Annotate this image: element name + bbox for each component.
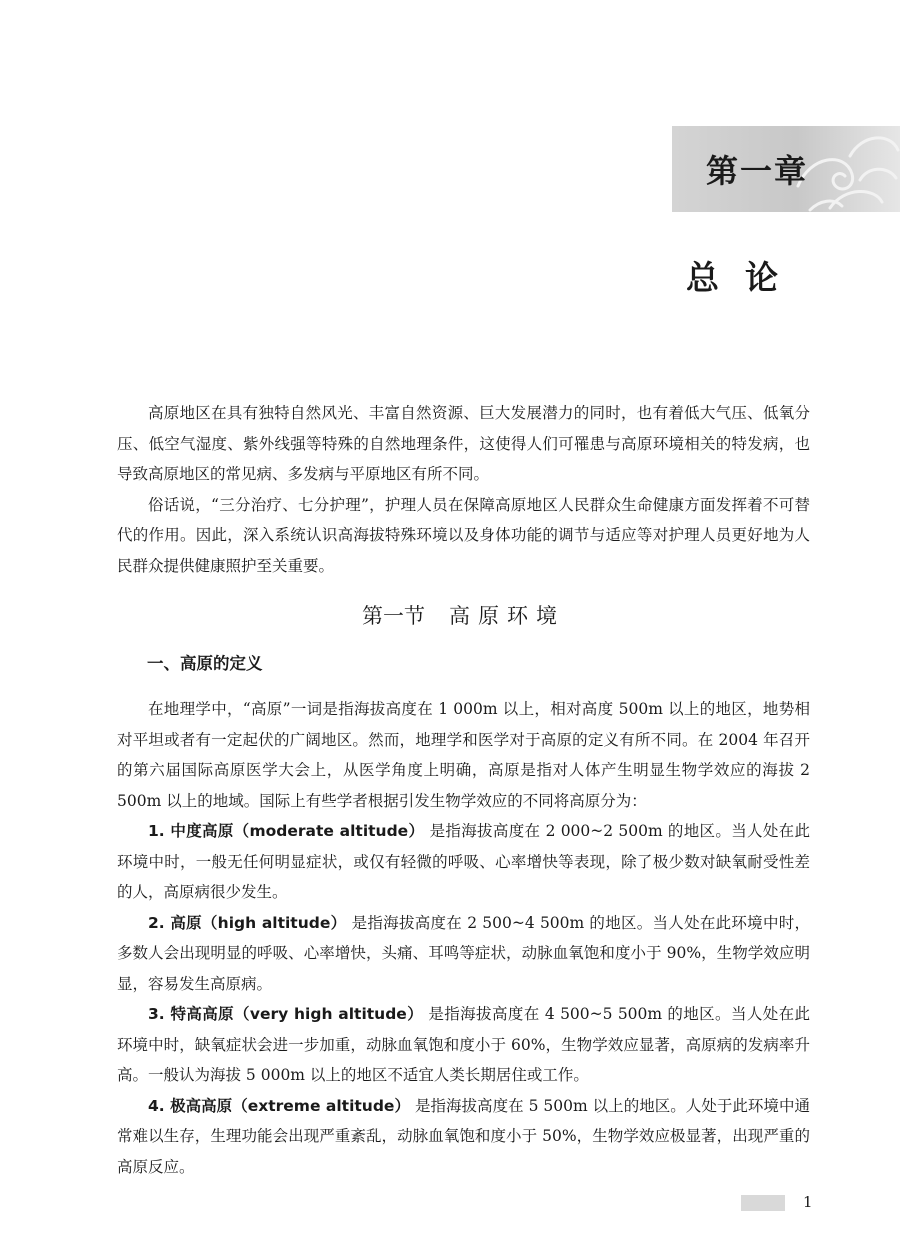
definition-paragraph: 在地理学中，“高原”一词是指海拔高度在 1 000m 以上，相对高度 500m 以上的地区，地势相对平坦或者有一定起伏的广阔地区。然而，地理学和医学对于高原的定义有所不同。在 2004 年召开的第六届国际高原医学大会上，从医学角度上明确，高原是指对人体产生明显生物学效应的海拔 2 500m 以上的地域。国际上有些学者根据引发生物学效应的不同将高原分为：: [117, 700, 810, 810]
classification-term: 4. 极高高原（extreme altitude）: [148, 1096, 410, 1115]
classification-text: 是指海拔高度在 4 500~5 500m 的地区。当人处在此环境中时，缺氧症状会进一步加重，动脉血氧饱和度小于 60%，生物学效应显著，高原病的发病率升高。一般认为海拔 5 000m 以上的地区不适宜人类长期居住或工作。: [117, 1005, 810, 1084]
intro-paragraph: 高原地区在具有独特自然风光、丰富自然资源、巨大发展潜力的同时，也有着低大气压、低氧分压、低空气湿度、紫外线强等特殊的自然地理条件，这使得人们可罹患与高原环境相关的特发病，也导致高原地区的常见病、多发病与平原地区有所不同。: [117, 404, 810, 483]
chapter-title: 总论: [686, 258, 804, 297]
classification-item: [117, 816, 810, 908]
footer-bar: [741, 1195, 785, 1211]
chapter-banner: [672, 126, 900, 212]
classification-text: 是指海拔高度在 2 000~2 500m 的地区。当人处在此环境中时，一般无任何明显症状，或仅有轻微的呼吸、心率增快等表现，除了极少数对缺氧耐受性差的人，高原病很少发生。: [117, 822, 810, 901]
chapter-number: 第一章: [706, 152, 809, 190]
classification-term: 1. 中度高原（moderate altitude）: [148, 822, 425, 840]
classification-term: 3. 特高高原（very high altitude）: [148, 1005, 424, 1023]
classification-item: [117, 999, 810, 1091]
classification-item: [117, 1091, 810, 1183]
classification-text: 是指海拔高度在 5 500m 以上的地区。人处于此环境中通常难以生存，生理功能会出现严重紊乱，动脉血氧饱和度小于 50%，生物学效应极显著，出现严重的高原反应。: [117, 1096, 810, 1176]
section-name: 高原环境: [449, 604, 565, 628]
page-number: 1: [803, 1193, 813, 1211]
subsection-title: 一、高原的定义: [147, 654, 263, 673]
classification-text: 是指海拔高度在 2 500~4 500m 的地区。当人处在此环境中时，多数人会出现明显的呼吸、心率增快，头痛、耳鸣等症状，动脉血氧饱和度小于 90%，生物学效应明显，容易发生高原病。: [117, 913, 810, 993]
classification-term: 2. 高原（high altitude）: [148, 913, 347, 932]
section-title: [117, 598, 810, 634]
section-label: 第一节: [362, 604, 425, 628]
intro-paragraph: 俗话说，“三分治疗、七分护理”，护理人员在保障高原地区人民群众生命健康方面发挥着不可替代的作用。因此，深入系统认识高海拔特殊环境以及身体功能的调节与适应等对护理人员更好地为人民群众提供健康照护至关重要。: [117, 495, 810, 575]
classification-item: [117, 908, 810, 1000]
page-body: [117, 398, 810, 1182]
